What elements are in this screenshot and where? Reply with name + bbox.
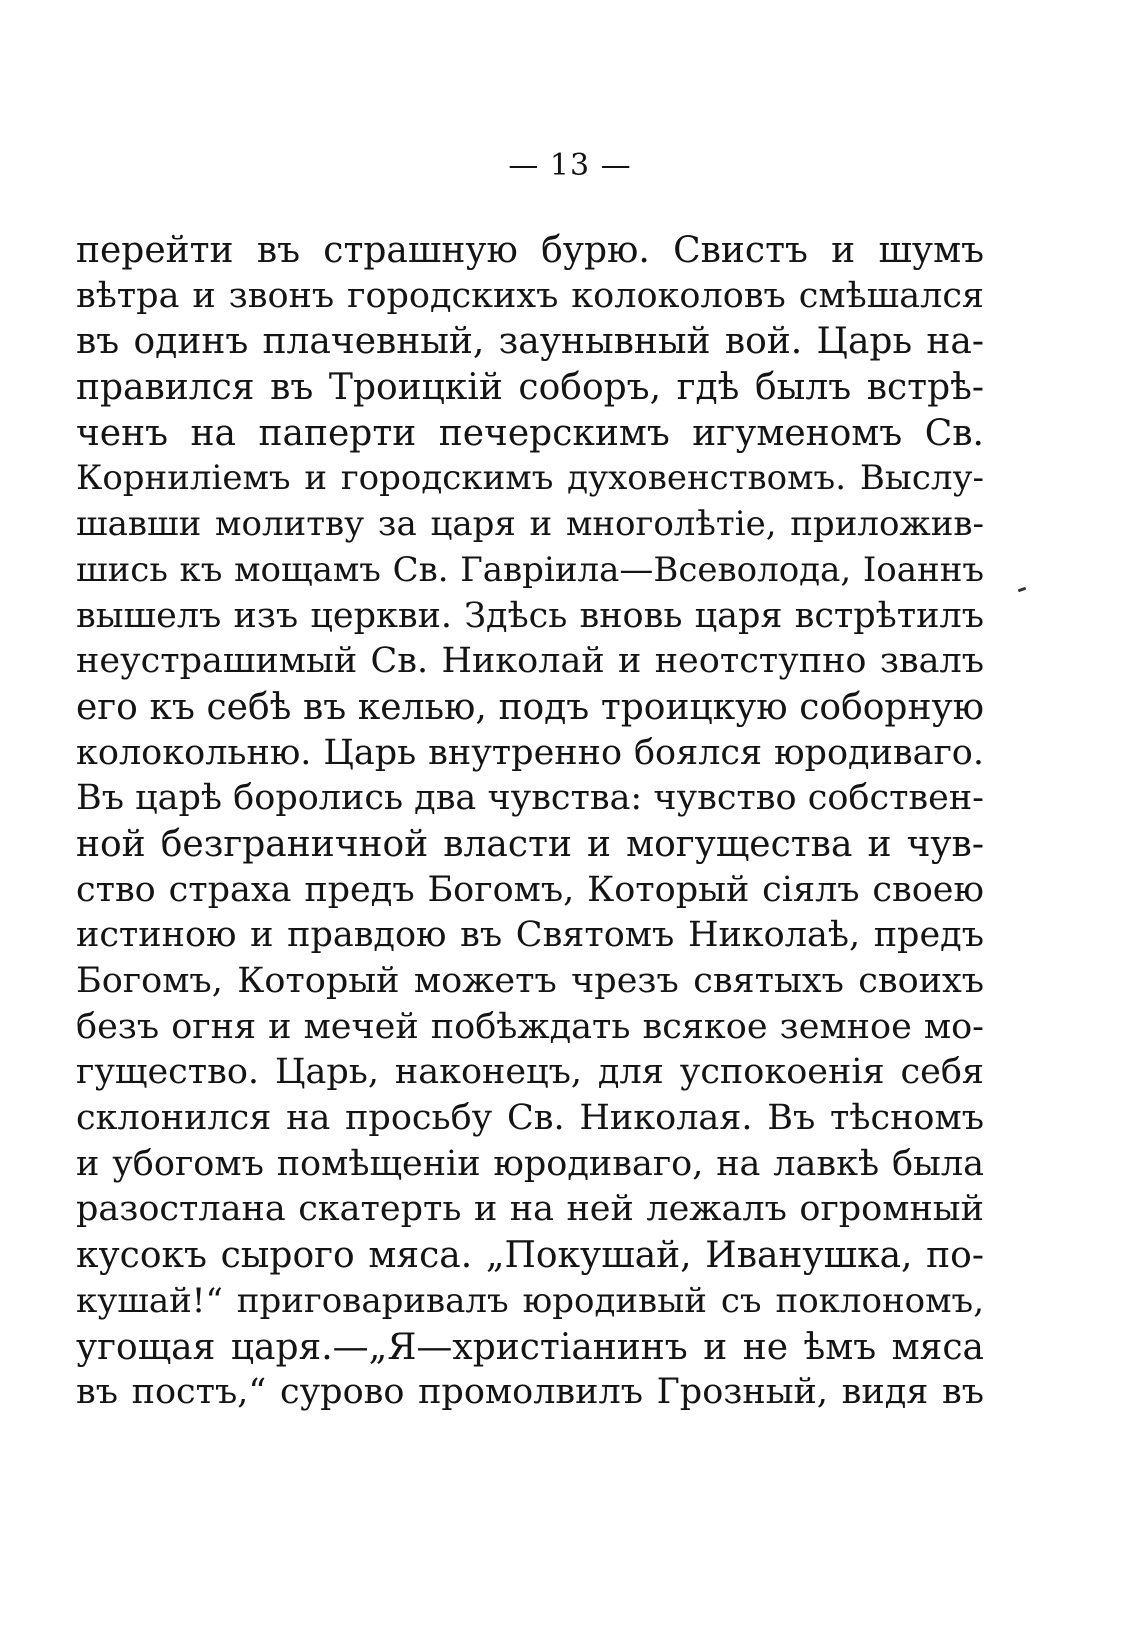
- text-line: вышелъ изъ церкви. Здѣсь вновь царя встрѣтилъ: [76, 595, 984, 636]
- text-line: кушай!“ приговаривалъ юродивый съ поклономъ,: [76, 1280, 984, 1321]
- text-line: шись къ мощамъ Св. Гавріила—Всеволода, Іоаннъ: [76, 549, 984, 590]
- text-line: въ одинъ плачевный, заунывный вой. Царь на-: [76, 321, 984, 363]
- ink-speck: [1018, 587, 1027, 593]
- text-line: Въ царѣ боролись два чувства: чувство собствен-: [76, 778, 984, 819]
- text-line: и убогомъ помѣщеніи юродиваго, на лавкѣ была: [76, 1143, 984, 1184]
- text-line: ной безграничной власти и могущества и чув-: [76, 823, 984, 865]
- text-line: склонился на просьбу Св. Николая. Въ тѣсномъ: [76, 1098, 984, 1139]
- text-line: разостлана скатерть и на ней лежалъ огромный: [76, 1189, 984, 1230]
- text-line: колокольню. Царь внутренно боялся юродиваго.: [76, 732, 984, 773]
- text-line: Богомъ, Который можетъ чрезъ святыхъ своихъ: [76, 961, 984, 1001]
- text-line: истиною и правдою въ Святомъ Николаѣ, предъ: [76, 915, 984, 956]
- text-line: въ постъ,“ сурово промолвилъ Грозный, видя въ: [76, 1372, 984, 1413]
- text-line: неустрашимый Св. Николай и неотступно звалъ: [76, 641, 984, 682]
- text-line: его къ себѣ въ келью, подъ троицкую соборную: [76, 686, 984, 728]
- text-line: безъ огня и мечей побѣждать всякое земное мо-: [76, 1006, 984, 1047]
- text-line: перейти въ страшную бурю. Свистъ и шумъ: [76, 230, 984, 271]
- body-text: [76, 228, 984, 1416]
- text-line: угощая царя.—„Я—христіанинъ и не ѣмъ мяса: [76, 1326, 984, 1368]
- page-number: — 13 —: [508, 148, 632, 183]
- text-line: правился въ Троицкій соборъ, гдѣ былъ встрѣ-: [76, 367, 984, 409]
- text-line: Корниліемъ и городскимъ духовенствомъ. Выслу-: [76, 458, 984, 499]
- text-line: ство страха предъ Богомъ, Который сіялъ своею: [76, 869, 984, 910]
- text-line: кусокъ сырого мяса. „Покушай, Иванушка, по-: [76, 1235, 984, 1277]
- text-line: гущество. Царь, наконецъ, для успокоенія себя: [76, 1052, 984, 1093]
- text-line: шавши молитву за царя и многолѣтіе, приложив-: [76, 504, 984, 545]
- text-line: вѣтра и звонъ городскихъ колоколовъ смѣшался: [76, 275, 984, 316]
- text-line: ченъ на паперти печерскимъ игуменомъ Св.: [76, 412, 984, 454]
